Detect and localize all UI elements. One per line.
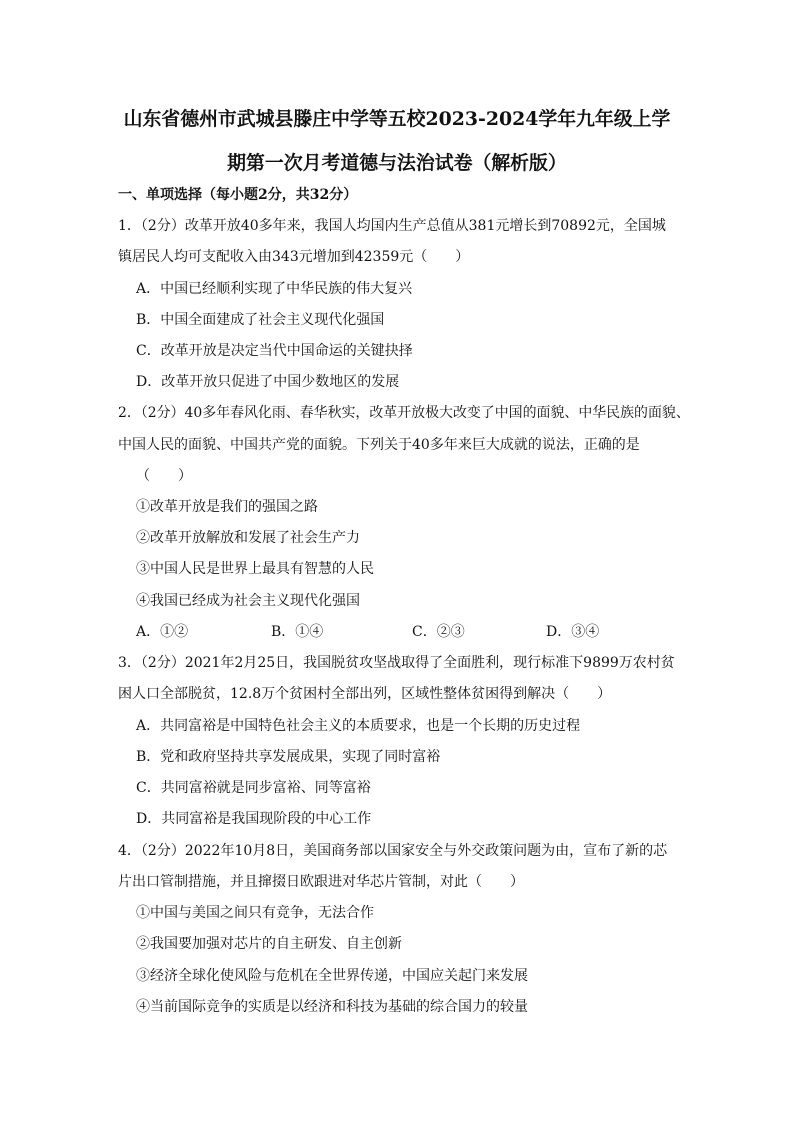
question-4-stem-cont: 片出口管制措施，并且撺掇日欧跟进对华芯片管制，对此（ ） (118, 874, 524, 890)
question-3-stem-cont: 困人口全部脱贫，12.8万个贫困村全部出列，区域性整体贫困得到解决（ ） (118, 686, 612, 702)
question-4-statement-3: ③经济全球化使风险与危机在全世界传递，中国应关起门来发展 (136, 968, 528, 984)
question-4-stem: 4．（2分）2022年10月8日，美国商务部以国家安全与外交政策问题为由，宣布了新的芯 (118, 843, 668, 859)
question-2-choice-c: C．②③ (412, 624, 465, 640)
question-2-statement-3: ③中国人民是世界上最具有智慧的人民 (136, 561, 374, 577)
question-2-stem-cont: 中国人民的面貌、中国共产党的面貌。下列关于40多年来巨大成就的说法，正确的是 (118, 437, 640, 453)
question-2-statement-2: ②改革开放解放和发展了社会生产力 (136, 530, 360, 546)
question-2-choices (136, 623, 656, 641)
question-1-stem-cont: 镇居民人均可支配收入由343元增加到42359元（ ） (118, 249, 470, 265)
question-3-option-d: D．共同富裕是我国现阶段的中心工作 (136, 811, 372, 827)
question-1-option-b: B．中国全面建成了社会主义现代化强国 (136, 312, 385, 328)
question-2-choice-b: B．①④ (271, 624, 324, 640)
question-2-choice-a: A．①② (136, 624, 189, 640)
question-4-statement-4: ④当前国际竞争的实质是以经济和科技为基础的综合国力的较量 (136, 999, 528, 1015)
question-1-option-c: C．改革开放是决定当代中国命运的关键抉择 (136, 343, 413, 359)
section-heading: 一、单项选择（每小题2分，共32分） (118, 187, 358, 203)
question-2-blank: （ ） (136, 468, 192, 484)
question-3-stem: 3．（2分）2021年2月25日，我国脱贫攻坚战取得了全面胜利，现行标准下9899万农村贫 (118, 655, 675, 671)
question-2-statement-1: ①改革开放是我们的强国之路 (136, 499, 318, 515)
question-3-option-c: C．共同富裕就是同步富裕、同等富裕 (136, 780, 371, 796)
exam-title-line-1: 山东省德州市武城县滕庄中学等五校2023-2024学年九年级上学 (123, 108, 671, 130)
question-4-statement-2: ②我国要加强对芯片的自主研发、自主创新 (136, 936, 402, 952)
question-1-option-d: D．改革开放只促进了中国少数地区的发展 (136, 374, 400, 390)
question-3-option-b: B．党和政府坚持共享发展成果，实现了同时富裕 (136, 749, 441, 765)
question-4-statement-1: ①中国与美国之间只有竞争，无法合作 (136, 905, 374, 921)
question-2-stem: 2．（2分）40多年春风化雨、春华秋实，改革开放极大改变了中国的面貌、中华民族的面貌、 (118, 405, 690, 421)
question-1-stem: 1．（2分）改革开放40多年来，我国人均国内生产总值从381元增长到70892元，全国城 (118, 218, 666, 234)
question-2-choice-d: D．③④ (546, 624, 600, 640)
exam-title-line-2: 期第一次月考道德与法治试卷（解析版） (227, 152, 567, 174)
question-2-statement-4: ④我国已经成为社会主义现代化强国 (136, 593, 360, 609)
question-1-option-a: A．中国已经顺利实现了中华民族的伟大复兴 (136, 281, 413, 297)
question-3-option-a: A．共同富裕是中国特色社会主义的本质要求，也是一个长期的历史过程 (136, 718, 581, 734)
